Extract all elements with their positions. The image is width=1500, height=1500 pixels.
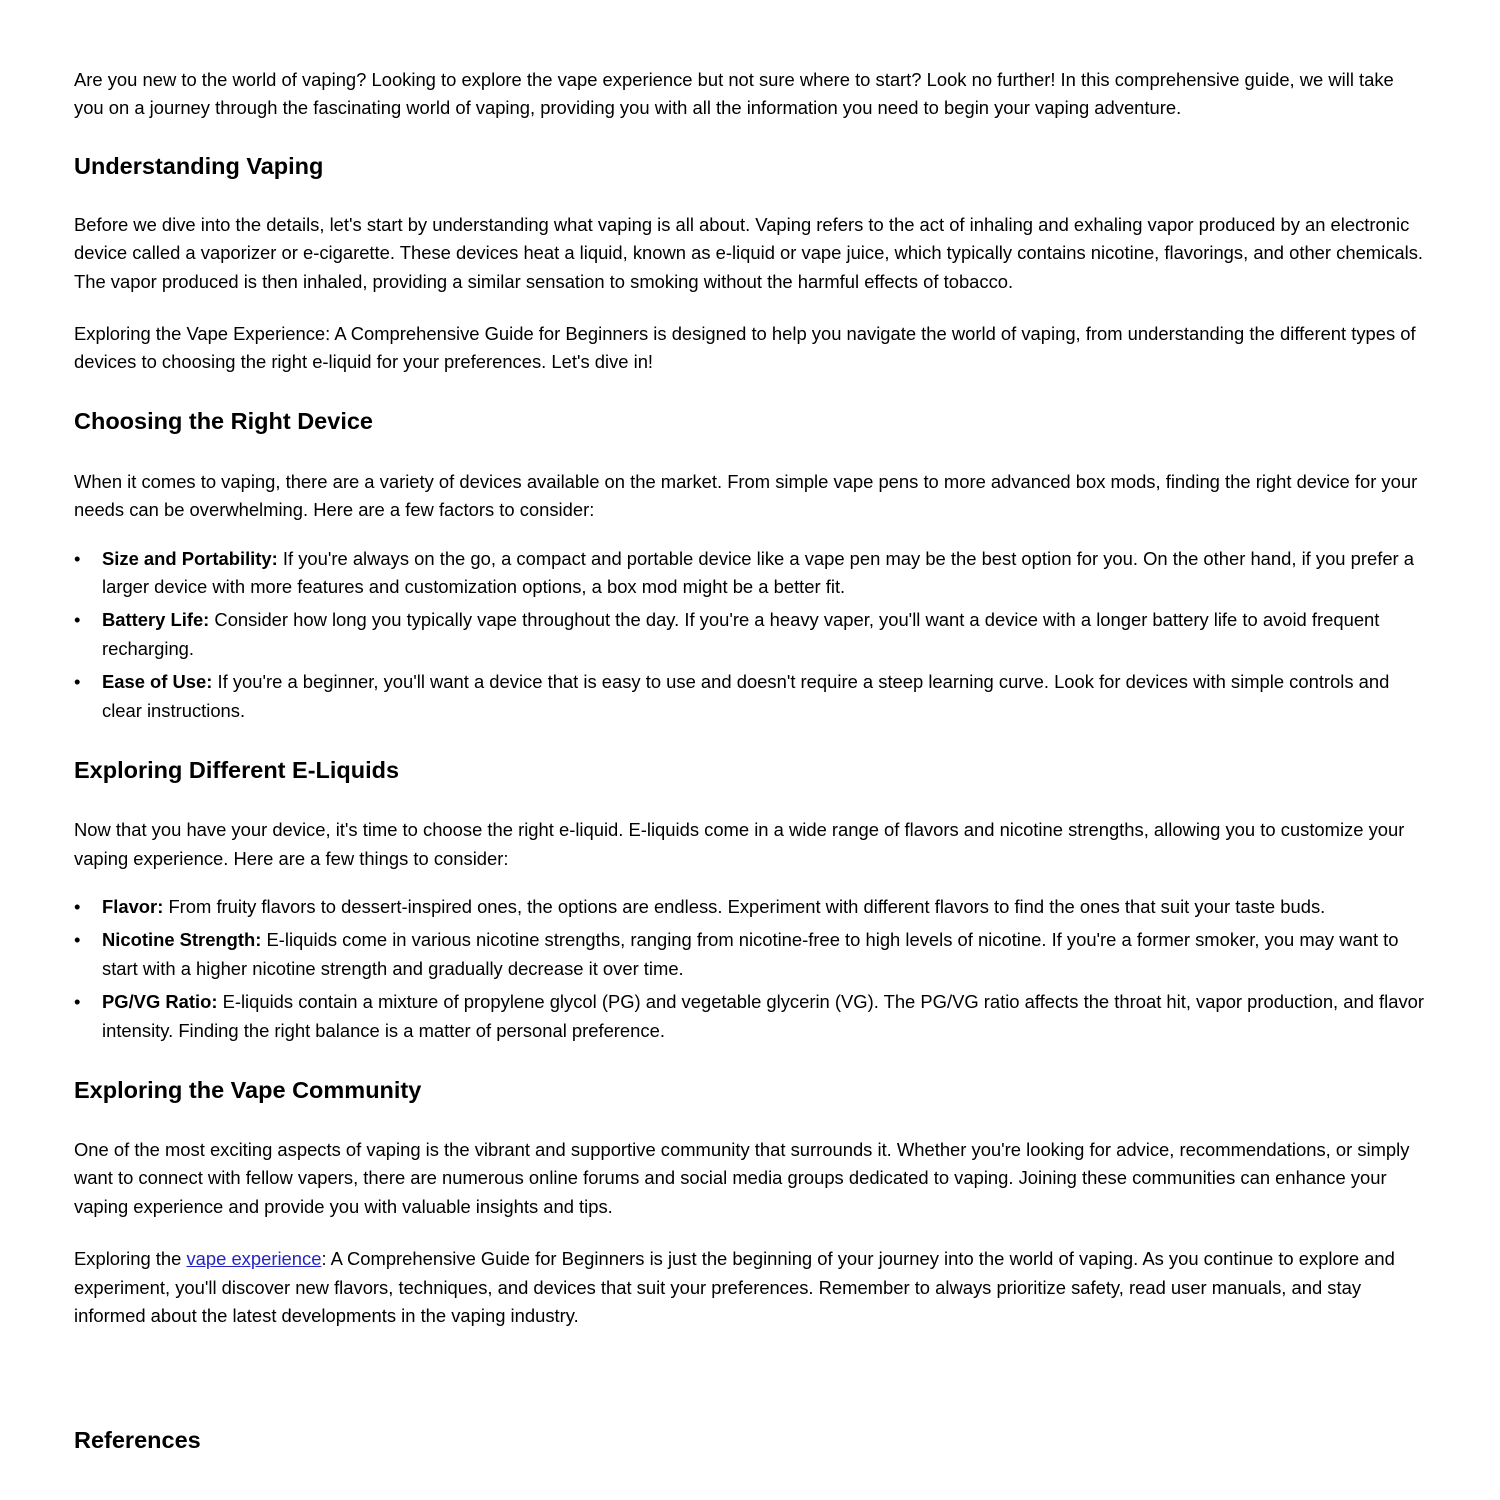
list-item: [74, 926, 1426, 983]
list-item-term: Nicotine Strength:: [102, 929, 262, 951]
vape-experience-link[interactable]: vape experience: [186, 1248, 322, 1270]
list-item-text: E-liquids come in various nicotine strengths, ranging from nicotine-free to high levels of nicotine. If you're a former smoker, you may want to start with a higher nicotine strength and gradually decrease it over time.: [102, 929, 1399, 979]
device-factors-list: [74, 545, 1426, 725]
heading-references: References: [74, 1427, 201, 1454]
list-item: [74, 606, 1426, 663]
heading-choosing-device: Choosing the Right Device: [74, 407, 373, 434]
community-paragraph-2: [74, 1245, 1426, 1330]
list-item-text: From fruity flavors to dessert-inspired ones, the options are endless. Experiment with different flavors to find the ones that suit your taste buds.: [163, 895, 1326, 917]
bullet-icon: •: [74, 929, 81, 951]
device-paragraph: When it comes to vaping, there are a variety of devices available on the market. From simple vape pens to more advanced box mods, finding the right device for your needs can be overwhelming. Here are a few factors to consider:: [74, 470, 1418, 521]
list-item: [74, 668, 1426, 725]
list-item-text: Consider how long you typically vape throughout the day. If you're a heavy vaper, you'll want a device with a longer battery life to avoid frequent recharging.: [102, 609, 1380, 659]
list-item: [74, 988, 1426, 1045]
heading-eliquids: Exploring Different E-Liquids: [74, 757, 400, 784]
list-item-term: PG/VG Ratio:: [102, 991, 218, 1013]
community-text-before-link: Exploring the: [74, 1248, 187, 1270]
list-item-term: Battery Life:: [102, 609, 210, 631]
list-item: [74, 893, 1426, 921]
list-item-term: Flavor:: [102, 895, 164, 917]
understanding-paragraph-2: Exploring the Vape Experience: A Comprehensive Guide for Beginners is designed to help you navigate the world of vaping, from understanding the different types of devices to choosing the right e-liquid for your preferences. Let's dive in!: [74, 323, 1416, 373]
bullet-icon: •: [74, 895, 81, 917]
eliquids-paragraph: Now that you have your device, it's time to choose the right e-liquid. E-liquids come in a wide range of flavors and nicotine strengths, allowing you to customize your vaping experience. Here are a few things to consider:: [74, 819, 1405, 869]
list-item-term: Ease of Use:: [102, 671, 213, 693]
list-item-text: If you're always on the go, a compact and portable device like a vape pen may be the best option for you. On the other hand, if you prefer a larger device with more features and customization options, a box mod might be a better fit.: [102, 547, 1415, 598]
bullet-icon: •: [74, 991, 81, 1013]
heading-understanding-vaping: Understanding Vaping: [74, 152, 324, 179]
intro-paragraph: Are you new to the world of vaping? Looking to explore the vape experience but not sure where to start? Look no further! In this comprehensive guide, we will take you on a journey through the fascinating world of vaping, providing you with all the information you need to begin your vaping adventure.: [74, 69, 1394, 119]
bullet-icon: •: [74, 609, 81, 631]
eliquid-factors-list: [74, 893, 1426, 1045]
list-item-text: E-liquids contain a mixture of propylene glycol (PG) and vegetable glycerin (VG). The PG/VG ratio affects the throat hit, vapor production, and flavor intensity. Finding the right balance is a matter of personal preference.: [102, 991, 1425, 1041]
list-item-text: If you're a beginner, you'll want a device that is easy to use and doesn't require a steep learning curve. Look for devices with simple controls and clear instructions.: [102, 671, 1390, 721]
heading-vape-community: Exploring the Vape Community: [74, 1076, 422, 1103]
community-text-after-link: : A Comprehensive Guide for Beginners is just the beginning of your journey into the world of vaping. As you continue to explore and experiment, you'll discover new flavors, techniques, and devices that suit your preferences. Remember to always prioritize safety, read user manuals, and stay informed about the latest developments in the vaping industry.: [74, 1248, 1395, 1326]
understanding-paragraph-1: Before we dive into the details, let's start by understanding what vaping is all about. Vaping refers to the act of inhaling and exhaling vapor produced by an electronic device called a vaporizer or e-cigarette. These devices heat a liquid, known as e-liquid or vape juice, which typically contains nicotine, flavorings, and other chemicals. The vapor produced is then inhaled, providing a similar sensation to smoking without the harmful effects of tobacco.: [74, 213, 1424, 292]
document-page: [74, 66, 1426, 1455]
community-paragraph-1: One of the most exciting aspects of vaping is the vibrant and supportive community that surrounds it. Whether you're looking for advice, recommendations, or simply want to connect with fellow vapers, there are numerous online forums and social media groups dedicated to vaping. Joining these communities can enhance your vaping experience and provide you with valuable insights and tips.: [74, 1138, 1410, 1217]
list-item-term: Size and Portability:: [102, 547, 278, 569]
list-item: [74, 545, 1426, 602]
bullet-icon: •: [74, 671, 81, 693]
bullet-icon: •: [74, 547, 81, 569]
